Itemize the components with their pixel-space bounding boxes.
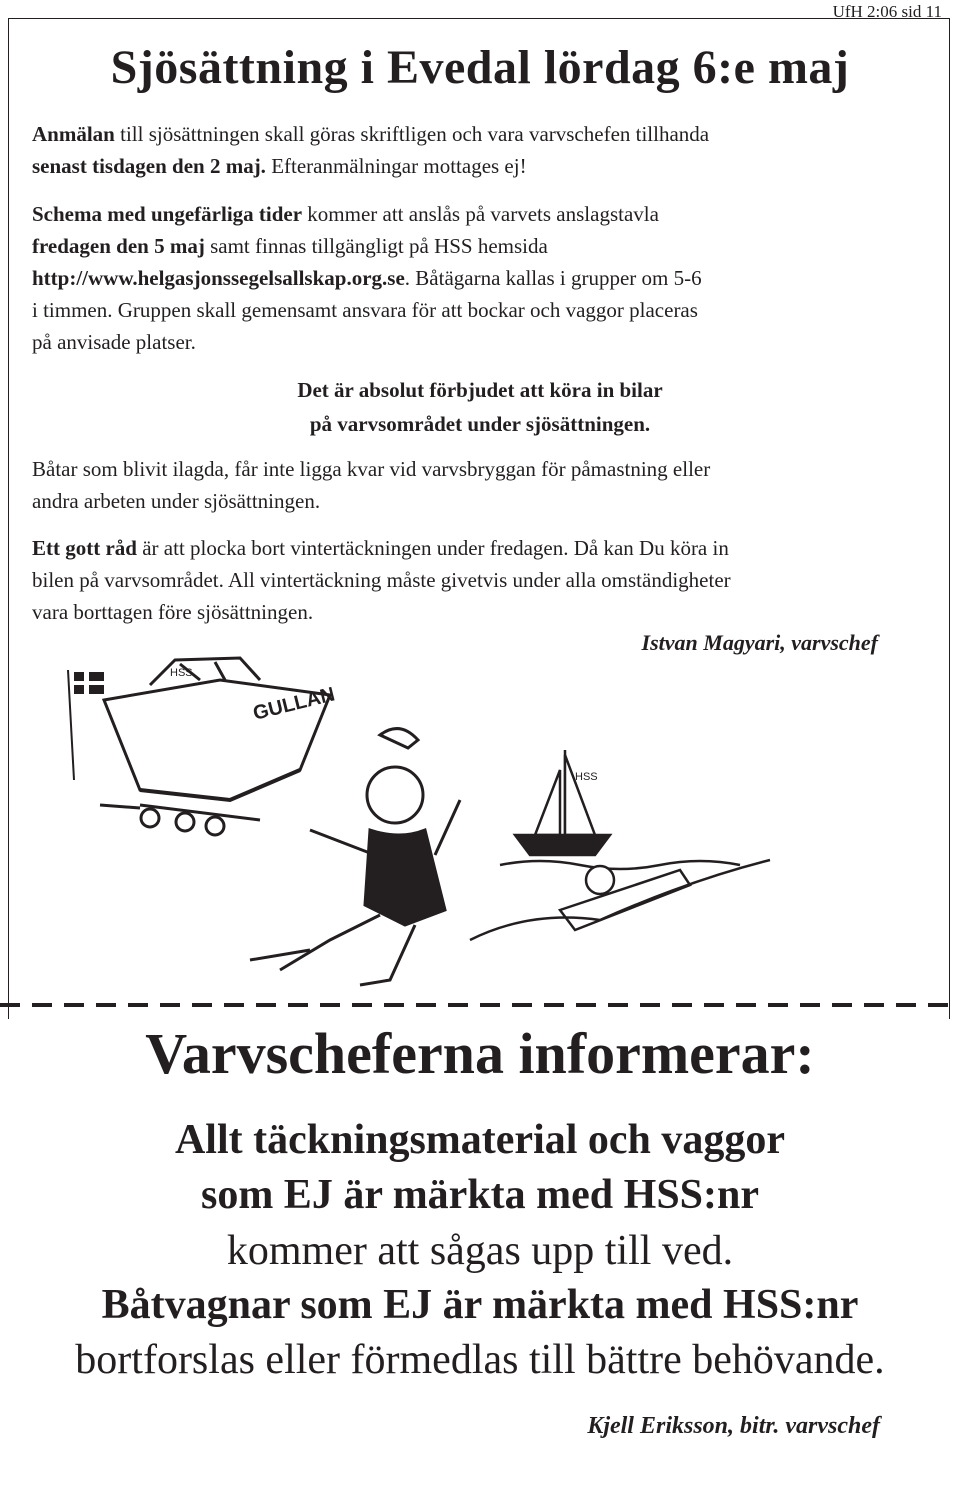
text-bold: Schema med ungefärliga tider [32,202,303,226]
page-reference: UfH 2:06 sid 11 [832,2,942,21]
text: är att plocka bort vintertäckningen under fredagen. Då kan Du köra in [136,536,729,560]
info-title: Varvscheferna informerar: [145,1021,815,1086]
cut-line [0,1000,960,1010]
hull-mark: HSS [170,667,193,679]
signature-varvschef: Istvan Magyari, varvschef [641,630,878,655]
prohibition-notice [0,373,960,441]
text: andra arbeten under sjösättningen. [32,489,321,513]
rowboat-illustration [470,860,770,940]
boat-illustration [100,658,330,835]
info-line: som EJ är märkta med HSS:nr [200,1172,760,1218]
paragraph-schedule [32,198,932,358]
paragraph-registration [32,118,932,182]
info-line: Allt täckningsmaterial och vaggor [174,1117,786,1163]
info-line: bortforslas eller förmedlas till bättre behövande. [75,1337,885,1383]
text: bilen på varvsområdet. All vintertäckning måste givetvis under alla omständigheter [32,568,731,592]
cartoon-illustration [0,640,960,1000]
text: Båtar som blivit ilagda, får inte ligga kvar vid varvsbryggan för påmastning eller [32,457,711,481]
text: vara borttagen före sjösättningen. [32,600,314,624]
sailboat-illustration [500,750,740,869]
notice-line: på varvsområdet under sjösättningen. [309,412,651,436]
sail-mark: HSS [575,771,598,783]
notice-line: Det är absolut förbjudet att köra in bilar [297,378,663,402]
boat-name: GULLAN [250,683,338,725]
text-bold: fredagen den 5 maj [32,234,205,258]
text: till sjösättningen skall göras skriftligen och vara varvschefen tillhanda [114,122,710,146]
text: Efteranmälningar mottages ej! [265,154,527,178]
info-line: Båtvagnar som EJ är märkta med HSS:nr [101,1282,859,1328]
text: samt finnas tillgängligt på HSS hemsida [204,234,548,258]
paragraph-advice [32,532,932,628]
article-title: Sjösättning i Evedal lördag 6:e maj [110,41,850,94]
text: kommer att anslås på varvets anslagstavla [302,202,659,226]
text-bold: Ett gott råd [32,536,137,560]
text-bold: senast tisdagen den 2 maj. [32,154,266,178]
info-line: kommer att sågas upp till ved. [226,1228,734,1274]
text: i timmen. Gruppen skall gemensamt ansvara för att bockar och vaggor placeras [32,298,698,322]
signature-bitr-varvschef: Kjell Eriksson, bitr. varvschef [587,1413,880,1439]
text-bold: Anmälan [32,122,115,146]
website-link[interactable]: http://www.helgasjonssegelsallskap.org.se [32,266,405,290]
paragraph-boats [32,453,932,517]
flag-icon [68,670,104,780]
text: . Båtägarna kallas i grupper om 5-6 [404,266,702,290]
text: på anvisade platser. [32,330,196,354]
